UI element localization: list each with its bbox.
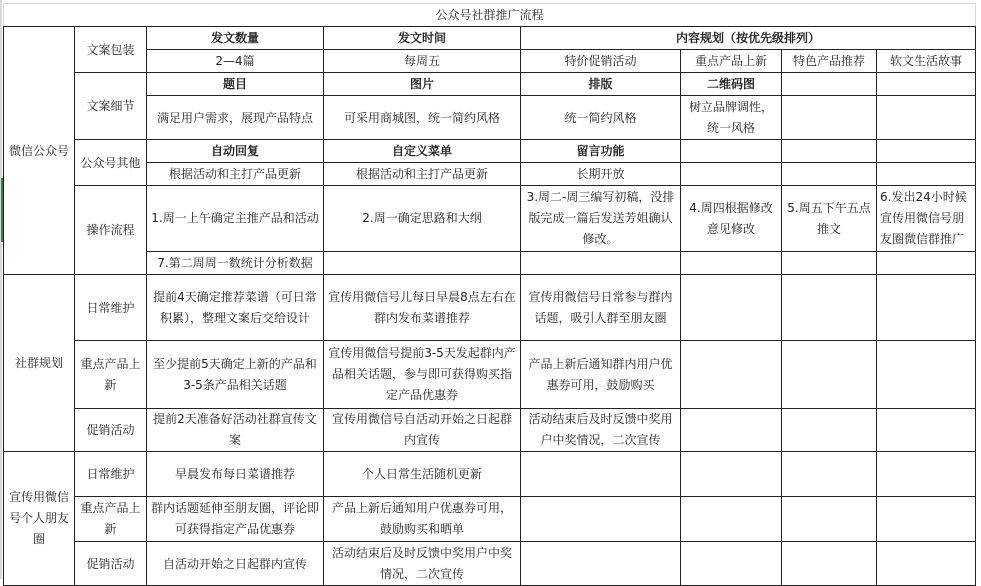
cell[interactable]: 2—4篇 (147, 50, 324, 73)
cell[interactable]: 满足用户需求，展现产品特点 (147, 96, 324, 140)
cell[interactable]: 早晨发布每日菜谱推荐 (147, 452, 324, 497)
cell[interactable]: 树立品牌调性，统一风格 (681, 96, 782, 140)
header-title[interactable]: 题目 (147, 73, 324, 96)
cell[interactable]: 宣传用微信号自活动开始之日起群内宣传 (324, 409, 521, 452)
empty-cell[interactable] (782, 252, 877, 275)
step-1[interactable]: 1.周一上午确定主推产品和活动 (147, 186, 324, 252)
header-comments[interactable]: 留言功能 (521, 140, 681, 163)
cell[interactable]: 可采用商城图，统一简约风格 (324, 96, 521, 140)
empty-cell[interactable] (521, 252, 681, 275)
promotion-flow-table (3, 3, 976, 586)
cell[interactable]: 长期开放 (521, 163, 681, 186)
cell[interactable]: 软文生活故事 (877, 50, 976, 73)
step-2[interactable]: 2.周一确定思路和大纲 (324, 186, 521, 252)
row-label-promo[interactable]: 促销活动 (75, 409, 147, 452)
row-label-details[interactable]: 文案细节 (75, 73, 147, 140)
cell[interactable]: 个人日常生活随机更新 (324, 452, 521, 497)
cell[interactable]: 自活动开始之日起群内宣传 (147, 542, 324, 586)
empty-cell[interactable] (877, 341, 976, 409)
cell[interactable]: 产品上新后通知群内用户优惠券可用，鼓励购买 (521, 341, 681, 409)
cell[interactable]: 宣传用微信号儿每日早晨8点左右在群内发布菜谱推荐 (324, 275, 521, 341)
empty-cell[interactable] (877, 96, 976, 140)
cell[interactable]: 提前4天确定推荐菜谱（可日常积累），整理文案后交给设计 (147, 275, 324, 341)
row-label-launch[interactable]: 重点产品上新 (75, 497, 147, 542)
row-label-process[interactable]: 操作流程 (75, 186, 147, 275)
step-6[interactable]: 6.发出24小时候宣传用微信号朋友圈微信群推广 (877, 186, 976, 252)
empty-cell[interactable] (877, 140, 976, 163)
empty-cell[interactable] (681, 341, 782, 409)
section-community[interactable]: 社群规划 (4, 275, 75, 452)
empty-cell[interactable] (782, 140, 877, 163)
empty-cell[interactable] (324, 252, 521, 275)
cell[interactable]: 宣传用微信号提前3-5天发起群内产品相关话题，参与即可获得购买指定产品优惠券 (324, 341, 521, 409)
cell[interactable]: 活动结束后及时反馈中奖用户中奖情况，二次宣传 (324, 542, 521, 586)
cell[interactable]: 每周五 (324, 50, 521, 73)
row-label-daily[interactable]: 日常维护 (75, 452, 147, 497)
step-5[interactable]: 5.周五下午五点推文 (782, 186, 877, 252)
cell[interactable]: 群内话题延伸至朋友圈，评论即可获得指定产品优惠券 (147, 497, 324, 542)
empty-cell[interactable] (681, 452, 782, 497)
empty-cell[interactable] (782, 96, 877, 140)
cell[interactable]: 宣传用微信号日常参与群内话题，吸引人群至朋友圈 (521, 275, 681, 341)
header-auto-reply[interactable]: 自动回复 (147, 140, 324, 163)
cell[interactable]: 根据活动和主打产品更新 (324, 163, 521, 186)
step-7[interactable]: 7.第二周周一数统计分析数据 (147, 252, 324, 275)
section-personal[interactable]: 宣传用微信号个人朋友圈 (4, 452, 75, 586)
cell[interactable]: 提前2天准备好活动社群宣传文案 (147, 409, 324, 452)
cell[interactable]: 活动结束后及时反馈中奖用户中奖情况，二次宣传 (521, 409, 681, 452)
header-layout[interactable]: 排版 (521, 73, 681, 96)
header-content-plan[interactable]: 内容规划（按优先级排列） (521, 27, 976, 50)
empty-cell[interactable] (877, 452, 976, 497)
cell[interactable]: 特价促销活动 (521, 50, 681, 73)
empty-cell[interactable] (877, 252, 976, 275)
empty-cell[interactable] (681, 275, 782, 341)
cell[interactable]: 统一简约风格 (521, 96, 681, 140)
empty-cell[interactable] (782, 163, 877, 186)
row-label-launch[interactable]: 重点产品上新 (75, 341, 147, 409)
empty-cell[interactable] (877, 73, 976, 96)
row-label-promo[interactable]: 促销活动 (75, 542, 147, 586)
empty-cell[interactable] (681, 140, 782, 163)
header-image[interactable]: 图片 (324, 73, 521, 96)
cell[interactable]: 产品上新后通知用户优惠券可用，鼓励购买和晒单 (324, 497, 521, 542)
cell[interactable]: 根据活动和主打产品更新 (147, 163, 324, 186)
empty-cell[interactable] (877, 163, 976, 186)
section-wechat[interactable]: 微信公众号 (4, 27, 75, 275)
empty-cell[interactable] (681, 497, 782, 542)
empty-cell[interactable] (782, 275, 877, 341)
cell[interactable]: 重点产品上新 (681, 50, 782, 73)
row-label-packaging[interactable]: 文案包装 (75, 27, 147, 73)
empty-cell[interactable] (877, 409, 976, 452)
empty-cell[interactable] (681, 409, 782, 452)
empty-cell[interactable] (877, 275, 976, 341)
empty-cell[interactable] (681, 163, 782, 186)
sheet-left-edge (0, 0, 2, 579)
empty-cell[interactable] (782, 341, 877, 409)
step-3[interactable]: 3.周二-周三编写初稿，没排版完成一篇后发送芳姐确认修改。 (521, 186, 681, 252)
empty-cell[interactable] (521, 452, 681, 497)
sheet-title[interactable]: 公众号社群推广流程 (4, 4, 976, 27)
step-4[interactable]: 4.周四根据修改意见修改 (681, 186, 782, 252)
empty-cell[interactable] (877, 497, 976, 542)
empty-cell[interactable] (681, 252, 782, 275)
empty-cell[interactable] (782, 497, 877, 542)
empty-cell[interactable] (782, 73, 877, 96)
header-post-count[interactable]: 发文数量 (147, 27, 324, 50)
empty-cell[interactable] (521, 497, 681, 542)
header-custom-menu[interactable]: 自定义菜单 (324, 140, 521, 163)
row-label-daily[interactable]: 日常维护 (75, 275, 147, 341)
cell[interactable]: 至少提前5天确定上新的产品和3-5条产品相关话题 (147, 341, 324, 409)
empty-cell[interactable] (782, 452, 877, 497)
cell[interactable]: 特色产品推荐 (782, 50, 877, 73)
empty-cell[interactable] (782, 409, 877, 452)
header-post-time[interactable]: 发文时间 (324, 27, 521, 50)
header-qrcode[interactable]: 二维码图 (681, 73, 782, 96)
row-label-other[interactable]: 公众号其他 (75, 140, 147, 186)
